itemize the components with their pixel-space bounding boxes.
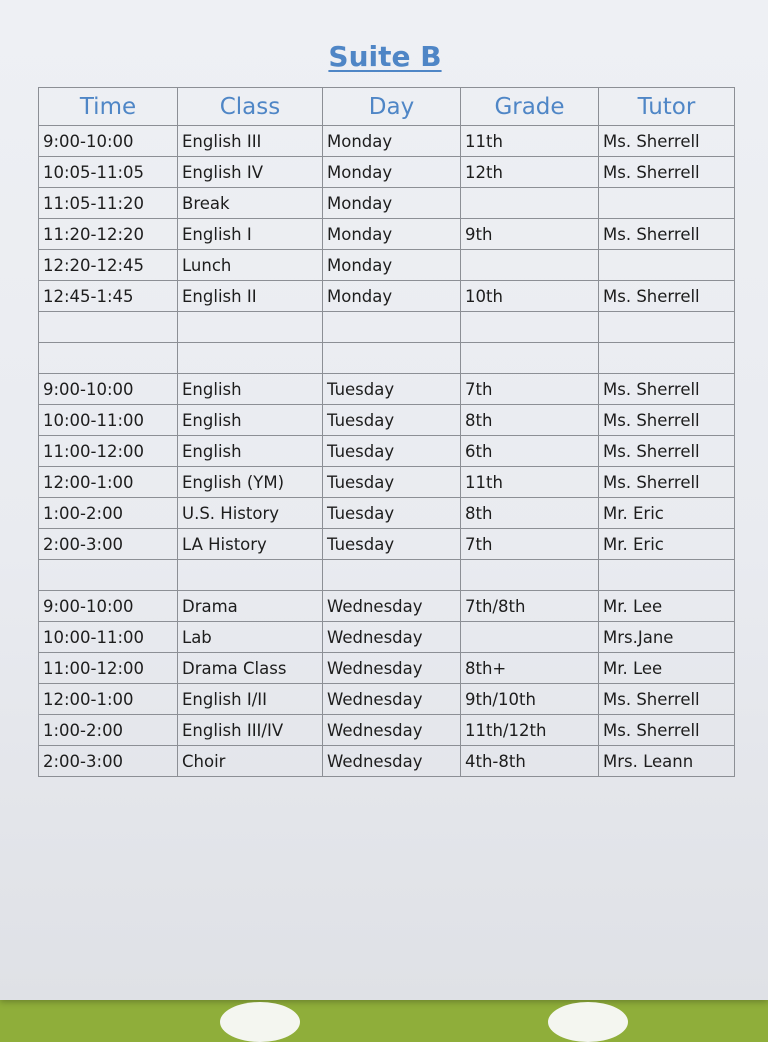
- cell-day: Tuesday: [323, 498, 461, 529]
- cell-time: 11:00-12:00: [39, 653, 178, 684]
- cell-day: [323, 343, 461, 374]
- cell-time: 10:00-11:00: [39, 405, 178, 436]
- cell-tutor: Mr. Lee: [599, 591, 735, 622]
- table-row: [39, 312, 735, 343]
- cell-tutor: Ms. Sherrell: [599, 374, 735, 405]
- cell-time: 12:20-12:45: [39, 250, 178, 281]
- cell-grade: 8th+: [461, 653, 599, 684]
- cell-grade: 9th/10th: [461, 684, 599, 715]
- cell-class: U.S. History: [178, 498, 323, 529]
- cell-tutor: Mr. Eric: [599, 498, 735, 529]
- cell-grade: 11th: [461, 467, 599, 498]
- table-row: [39, 157, 735, 188]
- cell-tutor: [599, 343, 735, 374]
- cell-class: Lab: [178, 622, 323, 653]
- cell-tutor: Ms. Sherrell: [599, 684, 735, 715]
- cell-day: Tuesday: [323, 467, 461, 498]
- cell-day: Monday: [323, 126, 461, 157]
- cell-time: 10:00-11:00: [39, 622, 178, 653]
- cell-day: Wednesday: [323, 622, 461, 653]
- cell-time: 2:00-3:00: [39, 746, 178, 777]
- cell-tutor: Ms. Sherrell: [599, 219, 735, 250]
- cell-day: Tuesday: [323, 529, 461, 560]
- table-row: [39, 436, 735, 467]
- cell-time: 11:00-12:00: [39, 436, 178, 467]
- cell-day: Monday: [323, 281, 461, 312]
- cell-class: English I/II: [178, 684, 323, 715]
- cell-class: English: [178, 436, 323, 467]
- cell-time: 10:05-11:05: [39, 157, 178, 188]
- cell-time: 12:00-1:00: [39, 467, 178, 498]
- cell-tutor: Mrs. Leann: [599, 746, 735, 777]
- cell-tutor: Ms. Sherrell: [599, 467, 735, 498]
- cell-day: Wednesday: [323, 715, 461, 746]
- cell-tutor: [599, 188, 735, 219]
- cell-day: Tuesday: [323, 405, 461, 436]
- table-row: [39, 250, 735, 281]
- cell-time: 12:00-1:00: [39, 684, 178, 715]
- cell-tutor: [599, 250, 735, 281]
- table-row: [39, 126, 735, 157]
- cell-grade: 7th: [461, 374, 599, 405]
- cell-day: Tuesday: [323, 436, 461, 467]
- cell-grade: 7th/8th: [461, 591, 599, 622]
- header-tutor: Tutor: [599, 88, 735, 126]
- cell-class: English (YM): [178, 467, 323, 498]
- cell-tutor: [599, 560, 735, 591]
- cell-class: Drama: [178, 591, 323, 622]
- table-header: [39, 88, 735, 126]
- cell-grade: 4th-8th: [461, 746, 599, 777]
- cell-tutor: Ms. Sherrell: [599, 405, 735, 436]
- cell-tutor: Ms. Sherrell: [599, 157, 735, 188]
- table-row: [39, 746, 735, 777]
- table-row: [39, 188, 735, 219]
- table-row: [39, 622, 735, 653]
- cell-grade: 8th: [461, 405, 599, 436]
- table-row: [39, 343, 735, 374]
- cell-tutor: Ms. Sherrell: [599, 281, 735, 312]
- cell-time: [39, 560, 178, 591]
- cell-class: LA History: [178, 529, 323, 560]
- cell-class: English II: [178, 281, 323, 312]
- cell-class: Break: [178, 188, 323, 219]
- cell-time: [39, 312, 178, 343]
- cell-tutor: Mr. Lee: [599, 653, 735, 684]
- cell-grade: 10th: [461, 281, 599, 312]
- cell-time: 11:05-11:20: [39, 188, 178, 219]
- cell-tutor: Ms. Sherrell: [599, 436, 735, 467]
- table-row: [39, 374, 735, 405]
- tablecloth-dot: [220, 1002, 300, 1042]
- table-row: [39, 715, 735, 746]
- cell-day: [323, 560, 461, 591]
- cell-day: Monday: [323, 250, 461, 281]
- header-grade: Grade: [461, 88, 599, 126]
- cell-tutor: Mr. Eric: [599, 529, 735, 560]
- table-row: [39, 405, 735, 436]
- cell-grade: 7th: [461, 529, 599, 560]
- header-time: Time: [39, 88, 178, 126]
- cell-day: Tuesday: [323, 374, 461, 405]
- cell-time: 1:00-2:00: [39, 498, 178, 529]
- cell-grade: [461, 312, 599, 343]
- cell-tutor: Ms. Sherrell: [599, 715, 735, 746]
- cell-time: 2:00-3:00: [39, 529, 178, 560]
- cell-class: English III/IV: [178, 715, 323, 746]
- cell-grade: [461, 250, 599, 281]
- cell-class: Choir: [178, 746, 323, 777]
- cell-class: English IV: [178, 157, 323, 188]
- header-row: [39, 88, 735, 126]
- table-row: [39, 684, 735, 715]
- cell-grade: 6th: [461, 436, 599, 467]
- cell-time: 1:00-2:00: [39, 715, 178, 746]
- cell-day: Wednesday: [323, 591, 461, 622]
- cell-time: 9:00-10:00: [39, 374, 178, 405]
- cell-class: [178, 312, 323, 343]
- cell-day: Wednesday: [323, 746, 461, 777]
- cell-grade: 12th: [461, 157, 599, 188]
- table-row: [39, 219, 735, 250]
- header-class: Class: [178, 88, 323, 126]
- cell-day: Wednesday: [323, 684, 461, 715]
- cell-time: 9:00-10:00: [39, 591, 178, 622]
- cell-class: English I: [178, 219, 323, 250]
- cell-day: Monday: [323, 157, 461, 188]
- cell-grade: [461, 343, 599, 374]
- cell-class: Lunch: [178, 250, 323, 281]
- cell-class: [178, 343, 323, 374]
- cell-grade: 11th: [461, 126, 599, 157]
- cell-tutor: Ms. Sherrell: [599, 126, 735, 157]
- page-title: Suite B: [328, 40, 442, 73]
- cell-day: Monday: [323, 188, 461, 219]
- cell-class: English: [178, 374, 323, 405]
- cell-time: 9:00-10:00: [39, 126, 178, 157]
- cell-grade: [461, 188, 599, 219]
- cell-time: [39, 343, 178, 374]
- table-row: [39, 560, 735, 591]
- cell-time: 12:45-1:45: [39, 281, 178, 312]
- table-row: [39, 498, 735, 529]
- table-row: [39, 653, 735, 684]
- tablecloth-dot: [548, 1002, 628, 1042]
- header-day: Day: [323, 88, 461, 126]
- table-row: [39, 591, 735, 622]
- cell-time: 11:20-12:20: [39, 219, 178, 250]
- cell-grade: 11th/12th: [461, 715, 599, 746]
- cell-day: Monday: [323, 219, 461, 250]
- schedule-table: [38, 87, 735, 777]
- cell-grade: [461, 560, 599, 591]
- cell-grade: 9th: [461, 219, 599, 250]
- cell-class: English: [178, 405, 323, 436]
- table-row: [39, 467, 735, 498]
- cell-class: English III: [178, 126, 323, 157]
- cell-class: [178, 560, 323, 591]
- table-row: [39, 529, 735, 560]
- table-row: [39, 281, 735, 312]
- cell-grade: 8th: [461, 498, 599, 529]
- cell-tutor: [599, 312, 735, 343]
- cell-day: [323, 312, 461, 343]
- table-body: [39, 126, 735, 777]
- cell-class: Drama Class: [178, 653, 323, 684]
- cell-tutor: Mrs.Jane: [599, 622, 735, 653]
- cell-grade: [461, 622, 599, 653]
- cell-day: Wednesday: [323, 653, 461, 684]
